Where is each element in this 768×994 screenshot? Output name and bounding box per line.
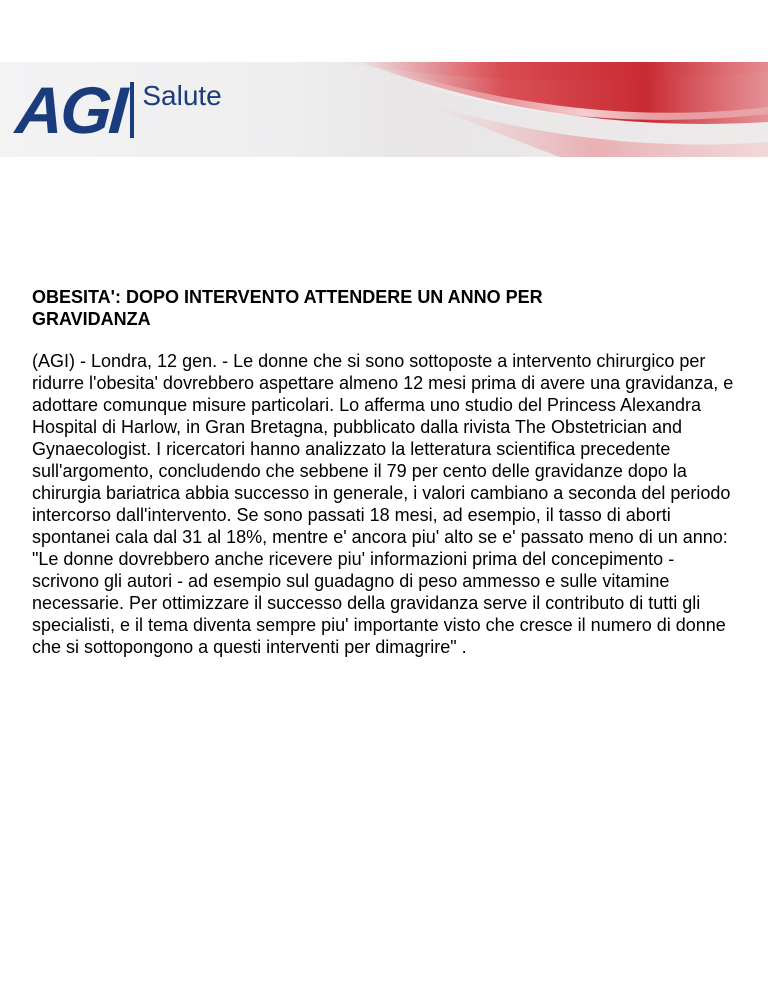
- article-title: OBESITA': DOPO INTERVENTO ATTENDERE UN ANNO PER GRAVIDANZA: [32, 287, 543, 329]
- logo-mark: AGI: [13, 73, 127, 147]
- header-banner: [0, 62, 768, 157]
- agi-salute-logo: [13, 73, 222, 147]
- logo-section-name: Salute: [142, 80, 222, 111]
- article-body: (AGI) - Londra, 12 gen. - Le donne che si sono sottoposte a intervento chirurgico per ridurre l'obesita' dovrebbero aspettare almeno 12 mesi prima di avere una gravidanza, e adottare comunque misure particolari. Lo afferma uno studio del Princess Alexandra Hospital di Harlow, in Gran Bretagna, pubblicato dalla rivista The Obstetrician and Gynaecologist. I ricercatori hanno analizzato la letteratura scientifica precedente sull'argomento, concludendo che sebbene il 79 per cento delle gravidanze dopo la chirurgia bariatrica abbia successo in generale, i valori cambiano a seconda del periodo intercorso dall'intervento. Se sono passati 18 mesi, ad esempio, il tasso di aborti spontanei cala dal 31 al 18%, mentre e' ancora piu' alto se e' passato meno di un anno: "Le donne dovrebbero anche ricevere piu' informazioni prima del concepimento - scrivono gli autori - ad esempio sul guadagno di peso ammesso e sulle vitamine necessarie. Per ottimizzare il successo della gravidanza serve il contributo di tutti gli specialisti, e il tema diventa sempre piu' importante visto che cresce il numero di donne che si sottopongono a questi interventi per dimagrire" .: [32, 351, 734, 657]
- logo-divider: [130, 82, 134, 138]
